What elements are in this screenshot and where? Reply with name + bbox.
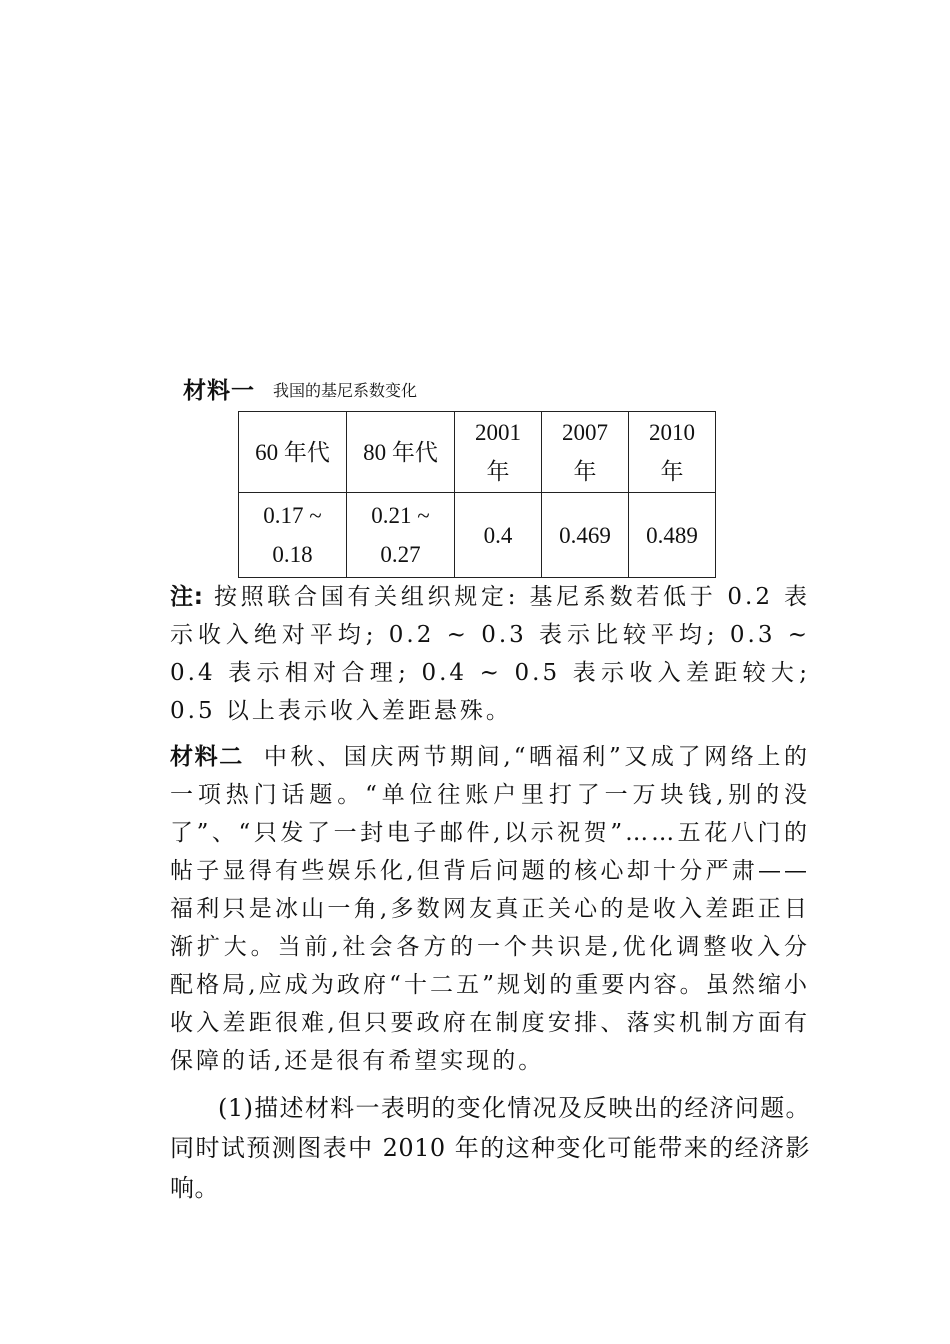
material-two-label: 材料二 [170, 744, 244, 770]
material-one-heading [183, 372, 417, 405]
table-header-cell: 2007 年 [542, 412, 629, 493]
table-value-cell: 0.21 ~ 0.27 [347, 493, 455, 578]
table-value-cell: 0.469 [542, 493, 629, 578]
material-two-text: 中秋、国庆两节期间,“晒福利”又成了网络上的一项热门话题。“单位往账户里打了一万块钱,别的没了”、“只发了一封电子邮件,以示祝贺”……五花八门的帖子显得有些娱乐化,但背后问题的核心却十分严肃——福利只是冰山一角,多数网友真正关心的是收入差距正日渐扩大。当前,社会各方的一个共识是,优化调整收入分配格局,应成为政府“十二五”规划的重要内容。虽然缩小收入差距很难,但只要政府在制度安排、落实机制方面有保障的话,还是很有希望实现的。 [170, 744, 811, 1074]
table-value-cell: 0.489 [629, 493, 716, 578]
table-header-cell: 2010 年 [629, 412, 716, 493]
note-label: 注: [170, 584, 203, 610]
table-header-cell: 2001 年 [455, 412, 542, 493]
material-one-caption: 我国的基尼系数变化 [273, 381, 418, 400]
material-two-paragraph [170, 738, 810, 1080]
table-header-cell: 60 年代 [239, 412, 347, 493]
question-one-paragraph [170, 1088, 810, 1208]
gini-coefficient-table [238, 411, 716, 578]
question-one-text: (1)描述材料一表明的变化情况及反映出的经济问题。同时试预测图表中 2010 年的这种变化可能带来的经济影响。 [170, 1094, 810, 1202]
table-header-cell: 80 年代 [347, 412, 455, 493]
note-text: 按照联合国有关组织规定: 基尼系数若低于 0.2 表示收入绝对平均; 0.2 ~ 0.3 表示比较平均; 0.3 ~ 0.4 表示相对合理; 0.4 ~ 0.5 表示收入差距较大; 0.5 以上表示收入差距悬殊。 [170, 584, 811, 724]
material-one-label: 材料一 [183, 378, 255, 404]
table-row [239, 493, 716, 578]
note-paragraph [170, 578, 810, 730]
table-value-cell: 0.17 ~ 0.18 [239, 493, 347, 578]
table-header-row [239, 412, 716, 493]
table-value-cell: 0.4 [455, 493, 542, 578]
